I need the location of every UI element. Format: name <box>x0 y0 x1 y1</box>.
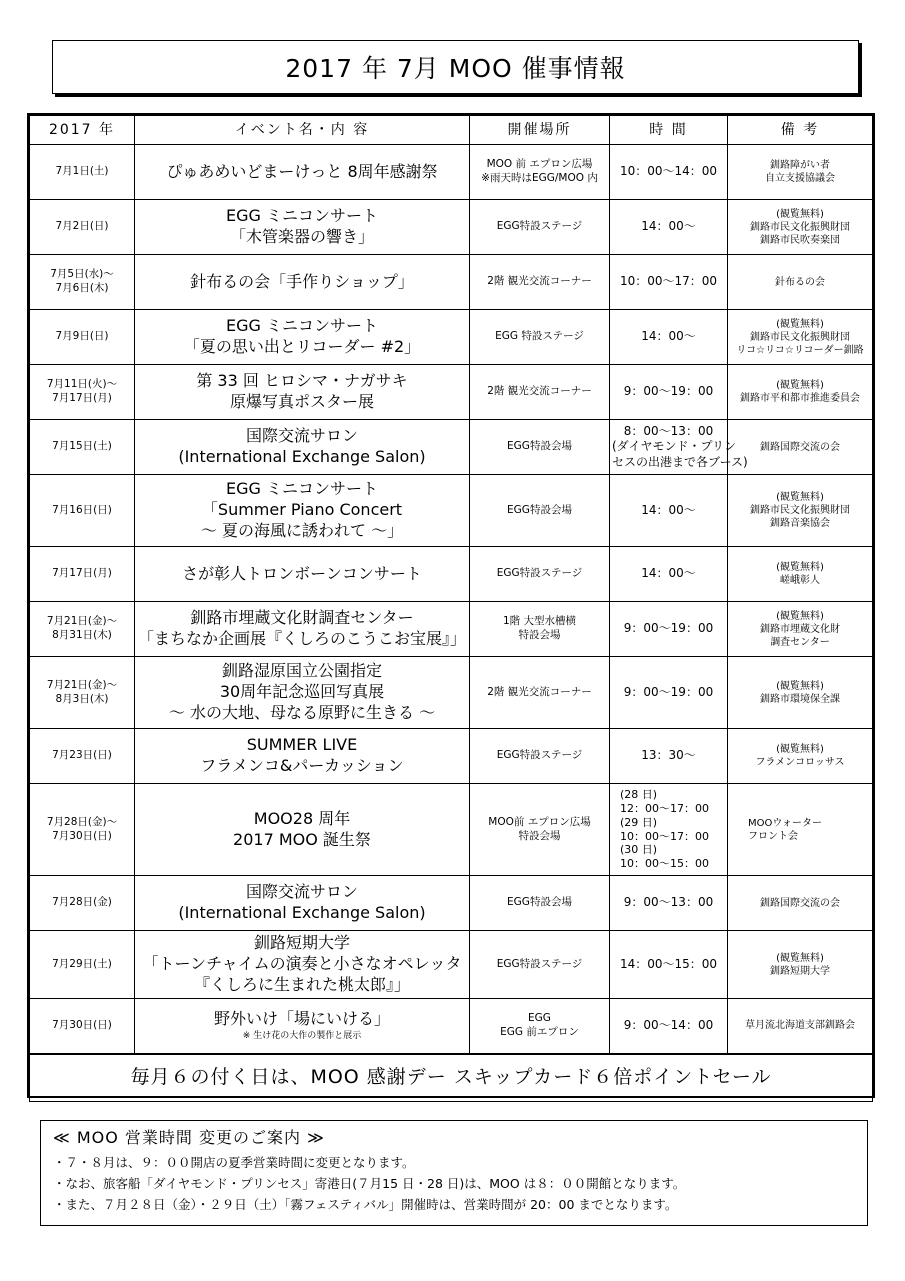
event-date <box>30 365 135 420</box>
event-notes-line: (観覧無料) <box>776 952 824 964</box>
footer-row <box>30 1054 873 1102</box>
event-time-line: (29 日) <box>620 815 658 829</box>
event-time-line: 10：00～15：00 <box>620 857 709 870</box>
event-venue <box>470 420 610 475</box>
event-date <box>30 729 135 784</box>
event-name-line: (International Exchange Salon) <box>178 903 426 922</box>
event-time-line: 9：00～19：00 <box>623 684 714 699</box>
event-name-line: 第 33 回 ヒロシマ・ナガサキ <box>196 371 408 391</box>
header-notes: 備 考 <box>728 116 873 145</box>
event-notes <box>728 657 873 729</box>
event-time <box>610 255 728 310</box>
event-notes-line: 釧路障がい者 <box>770 160 830 171</box>
event-venue <box>470 602 610 657</box>
event-time <box>610 420 748 475</box>
event-time-line: 8：00～13：00 <box>623 423 714 438</box>
page-title: 2017 年 7月 MOO 催事情報 <box>52 40 859 94</box>
event-notes-line: 針布るの会 <box>775 276 825 288</box>
event-venue-line: EGG特設会場 <box>507 503 572 516</box>
event-notes-line: (観覧無料) <box>776 380 824 391</box>
event-time <box>610 657 728 729</box>
event-name-line: 『くしろに生まれた桃太郎』」 <box>193 974 410 994</box>
event-name-line: 釧路短期大学 <box>253 933 350 953</box>
event-name <box>135 931 470 999</box>
event-notes-line: 釧路市環境保全課 <box>760 693 840 705</box>
event-date-line: 7月21日(金)～ <box>46 678 118 691</box>
event-venue-line: EGG特設ステージ <box>496 567 583 580</box>
event-date <box>30 475 135 547</box>
event-name <box>135 255 470 310</box>
event-notes <box>728 931 873 999</box>
event-notes <box>728 547 873 602</box>
event-venue-line: 特設会場 <box>518 829 561 842</box>
event-table <box>29 115 873 1102</box>
event-notes <box>728 602 873 657</box>
event-venue-line: 1階 大型水槽横 <box>502 615 577 628</box>
event-time-line: (28 日) <box>620 788 658 802</box>
event-name-line: ぴゅあめいどまーけっと 8周年感謝祭 <box>166 161 438 181</box>
event-date-line: 7月2日(日) <box>55 220 109 233</box>
event-notes-line: 自立支援協議会 <box>765 173 835 184</box>
event-time <box>610 784 728 876</box>
event-date <box>30 200 135 255</box>
header-time: 時 間 <box>610 116 728 145</box>
event-time-line: 14：00～15：00 <box>619 956 718 971</box>
event-notes-line: リコ☆リコ☆リコーダー釧路 <box>736 344 864 356</box>
event-venue-line: EGG特設ステージ <box>496 749 583 762</box>
event-notes-line: フラメンコロッサス <box>755 757 845 768</box>
table-row <box>30 931 873 999</box>
event-name-line: 「Summer Piano Concert <box>201 500 403 520</box>
event-venue-line: MOO前 エプロン広場 <box>488 815 591 828</box>
event-date-line: 7月28日(金) <box>52 896 112 909</box>
event-venue-line: 2階 観光交流コーナー <box>487 275 592 288</box>
event-notes <box>728 420 873 475</box>
table-row <box>30 475 873 547</box>
event-name-line: 「トーンチャイムの演奏と小さなオペレッタ <box>142 954 462 974</box>
event-name-line: 「木管楽器の響き」 <box>229 227 374 246</box>
event-notes <box>728 999 873 1054</box>
event-name-line: 原爆写真ポスター展 <box>229 392 374 411</box>
event-venue <box>470 255 610 310</box>
event-notes-line: 釧路国際交流の会 <box>760 897 840 909</box>
event-name-line: SUMMER LIVE <box>246 735 358 755</box>
event-name <box>135 602 470 657</box>
event-time <box>610 931 728 999</box>
event-time <box>610 200 728 255</box>
event-name-line: 釧路市埋蔵文化財調査センター <box>190 608 414 628</box>
event-time <box>610 145 728 200</box>
event-time-line: 14：00～ <box>641 329 696 344</box>
event-name-line: 「まちなか企画展『くしろのこうこお宝展』」 <box>137 629 466 648</box>
event-time-line: 13：30～ <box>641 748 696 763</box>
event-name-line: 「夏の思い出とリコーダー #2」 <box>183 337 421 356</box>
event-venue-line: 2階 観光交流コーナー <box>487 385 592 398</box>
event-date <box>30 876 135 931</box>
event-time-line: 10：00～14：00 <box>619 164 718 179</box>
event-name-line: ～ 夏の海風に誘われて ～」 <box>200 520 404 540</box>
event-name-line: フラメンコ&パーカッション <box>200 756 404 775</box>
event-time-line: 14：00～ <box>641 219 696 234</box>
event-name-line: EGG ミニコンサート <box>226 316 378 336</box>
event-notes-line: 釧路音楽協会 <box>770 518 830 529</box>
event-time-line: 9：00～13：00 <box>623 895 714 910</box>
event-venue <box>470 475 610 547</box>
event-name-line: 国際交流サロン <box>245 426 358 446</box>
event-notes-line: フロント会 <box>748 830 798 842</box>
event-name <box>135 310 470 365</box>
event-name-line: 2017 MOO 誕生祭 <box>233 829 371 849</box>
event-time-line: 9：00～19：00 <box>623 621 714 636</box>
event-venue-line: EGG 特設ステージ <box>495 330 584 343</box>
table-row <box>30 876 873 931</box>
event-date <box>30 420 135 475</box>
event-date-line: 7月15日(土) <box>52 440 112 453</box>
table-row <box>30 145 873 200</box>
event-time <box>610 999 728 1054</box>
event-name-line: ～ 水の大地、母なる原野に生きる ～ <box>168 702 436 722</box>
header-event: イベント名・内 容 <box>135 116 470 145</box>
event-date <box>30 602 135 657</box>
event-name <box>135 420 470 475</box>
event-venue <box>470 784 610 876</box>
event-venue-line: MOO 前 エプロン広場 <box>486 158 593 171</box>
event-date-line: 7月23日(日) <box>52 749 112 762</box>
event-venue <box>470 729 610 784</box>
event-notes-line: 釧路市埋蔵文化財 <box>760 623 840 635</box>
event-name-line: 30周年記念巡回写真展 <box>219 682 385 702</box>
notice-line: ・なお、旅客船「ダイヤモンド・プリンセス」寄港日(７月15 日・28 日)は、MOO は８：００開館となります。 <box>53 1176 686 1191</box>
event-venue <box>470 310 610 365</box>
event-time-line: 14：00～ <box>641 566 696 581</box>
event-name-line: (International Exchange Salon) <box>178 447 426 466</box>
event-time-line: (30 日) <box>620 843 658 857</box>
table-row <box>30 657 873 729</box>
event-notes <box>728 784 873 876</box>
table-row <box>30 365 873 420</box>
event-time <box>610 876 728 931</box>
event-venue <box>470 365 610 420</box>
event-date <box>30 255 135 310</box>
header-venue: 開催場所 <box>470 116 610 145</box>
event-date <box>30 145 135 200</box>
event-name-line: 針布るの会「手作りショップ」 <box>190 271 414 291</box>
event-notes-line: (観覧無料) <box>776 492 824 503</box>
event-time-line: 10：00～17：00 <box>620 829 709 843</box>
event-venue-line: ※雨天時はEGG/MOO 内 <box>481 172 598 184</box>
event-venue <box>470 200 610 255</box>
event-venue-line: EGG特設会場 <box>507 440 572 453</box>
event-time-line: (ダイヤモンド・プリン <box>612 439 736 454</box>
event-venue-line: 2階 観光交流コーナー <box>487 685 592 698</box>
event-date-line: 7月6日(木) <box>55 282 109 294</box>
event-notes-line: 調査センター <box>770 636 830 648</box>
event-notes-line: MOOウォーター <box>748 817 822 829</box>
event-notes <box>728 365 873 420</box>
event-venue <box>470 931 610 999</box>
event-notes-line: (観覧無料) <box>776 744 824 755</box>
event-name-line: 釧路湿原国立公園指定 <box>221 661 382 681</box>
event-notes-line: 釧路市民文化振興財団 <box>750 331 850 343</box>
event-venue-line: EGG特設ステージ <box>496 220 583 233</box>
event-notes <box>728 876 873 931</box>
event-name <box>135 475 470 547</box>
event-venue-line: EGG <box>528 1012 551 1025</box>
event-date-line: 7月29日(土) <box>52 957 112 970</box>
event-venue-line: 特設会場 <box>518 629 561 641</box>
notice-line: ・７・８月は、９：００開店の夏季営業時間に変更となります。 <box>53 1155 415 1170</box>
event-name <box>135 145 470 200</box>
event-time <box>610 475 728 547</box>
event-notes-line: 釧路市民文化振興財団 <box>750 505 850 516</box>
event-date-line: 8月3日(木) <box>55 692 109 705</box>
header-year: 2017 年 <box>30 116 135 145</box>
event-name <box>135 876 470 931</box>
event-name-line: EGG ミニコンサート <box>226 479 378 499</box>
event-date <box>30 547 135 602</box>
event-date-line: 7月9日(日) <box>55 330 109 343</box>
event-time <box>610 310 728 365</box>
table-header-row <box>30 116 873 145</box>
event-name <box>135 547 470 602</box>
event-name-line: 野外いけ「場にいける」 <box>213 1008 390 1028</box>
event-time-line: 14：00～ <box>641 502 696 517</box>
event-date <box>30 657 135 729</box>
event-date <box>30 310 135 365</box>
event-time <box>610 365 728 420</box>
event-date-line: 8月31日(木) <box>52 629 112 641</box>
event-time-line: 12：00～17：00 <box>620 802 709 815</box>
event-name-line: EGG ミニコンサート <box>226 206 378 226</box>
event-date-line: 7月21日(金)～ <box>46 615 118 628</box>
event-notes-line: 釧路短期大学 <box>770 965 830 977</box>
event-notes-line: 釧路国際交流の会 <box>760 441 840 453</box>
table-row <box>30 420 873 475</box>
event-name <box>135 999 470 1054</box>
event-venue <box>470 547 610 602</box>
event-notes-line: 嵯峨彰人 <box>780 575 820 586</box>
event-date-line: 7月30日(日) <box>52 829 112 842</box>
event-time-line: セスの出港まで各ブース) <box>612 454 748 469</box>
event-notes <box>728 729 873 784</box>
event-time-line: 10：00～17：00 <box>619 274 718 289</box>
event-name <box>135 657 470 729</box>
event-notes-line: 釧路市民文化振興財団 <box>750 221 850 233</box>
event-venue <box>470 145 610 200</box>
event-time <box>610 602 728 657</box>
event-name-line: 国際交流サロン <box>245 882 358 902</box>
event-venue <box>470 657 610 729</box>
event-name <box>135 200 470 255</box>
table-row <box>30 255 873 310</box>
event-date <box>30 784 135 876</box>
event-time <box>610 729 728 784</box>
table-row <box>30 784 873 876</box>
event-name <box>135 784 470 876</box>
event-date-line: 7月16日(日) <box>52 503 112 516</box>
event-date-line: 7月30日(日) <box>52 1018 112 1031</box>
event-date-line: 7月17日(月) <box>52 392 112 404</box>
event-time-line: 9：00～19：00 <box>623 384 714 399</box>
table-body <box>30 145 873 1054</box>
event-time <box>610 547 728 602</box>
event-date-line: 7月1日(土) <box>55 165 109 178</box>
event-time-line: 9：00～14：00 <box>623 1017 714 1032</box>
notice-line: ・また、７月２８日（金）・２９日（土）「霧フェスティバル」開催時は、営業時間が 20：00 までとなります。 <box>53 1197 678 1212</box>
event-notes-line: (観覧無料) <box>776 610 824 622</box>
event-notes-line: 釧路市民吹奏楽団 <box>760 234 840 246</box>
event-venue-line: EGG 前エプロン <box>500 1025 579 1038</box>
event-name <box>135 729 470 784</box>
event-notes-line: (観覧無料) <box>776 318 824 330</box>
event-notes <box>728 255 873 310</box>
event-date-line: 7月11日(火)～ <box>46 378 118 391</box>
event-date <box>30 931 135 999</box>
table-row <box>30 200 873 255</box>
footer-banner: 毎月６の付く日は、MOO 感謝デー スキップカード６倍ポイントセール <box>30 1054 873 1102</box>
event-date-line: 7月5日(水)～ <box>50 268 114 281</box>
event-table-frame <box>27 113 875 1098</box>
event-date-line: 7月17日(月) <box>52 567 112 580</box>
event-venue-line: EGG特設ステージ <box>496 957 583 970</box>
table-row <box>30 729 873 784</box>
table-row <box>30 999 873 1054</box>
table-row <box>30 547 873 602</box>
event-notes-line: 草月流北海道支部釧路会 <box>745 1020 855 1032</box>
event-venue-line: EGG特設会場 <box>507 896 572 909</box>
hours-notice <box>40 1120 868 1226</box>
event-notes <box>728 310 873 365</box>
event-venue <box>470 876 610 931</box>
table-row <box>30 310 873 365</box>
event-name <box>135 365 470 420</box>
event-notes <box>728 200 873 255</box>
event-venue <box>470 999 610 1054</box>
event-notes <box>728 475 873 547</box>
event-notes <box>728 145 873 200</box>
event-notes-line: (観覧無料) <box>776 208 824 220</box>
table-row <box>30 602 873 657</box>
event-name-line: MOO28 周年 <box>253 808 351 828</box>
event-date <box>30 999 135 1054</box>
event-notes-line: (観覧無料) <box>776 562 824 573</box>
event-notes-line: 釧路市平和都市推進委員会 <box>740 393 860 404</box>
event-note: ※ 生け花の大作の製作と展示 <box>242 1031 362 1042</box>
event-date-line: 7月28日(金)～ <box>46 815 118 828</box>
notice-title: ≪ MOO 営業時間 変更のご案内 ≫ <box>53 1128 325 1147</box>
event-name-line: さが彰人トロンボーンコンサート <box>182 563 422 583</box>
event-notes-line: (観覧無料) <box>776 680 824 692</box>
